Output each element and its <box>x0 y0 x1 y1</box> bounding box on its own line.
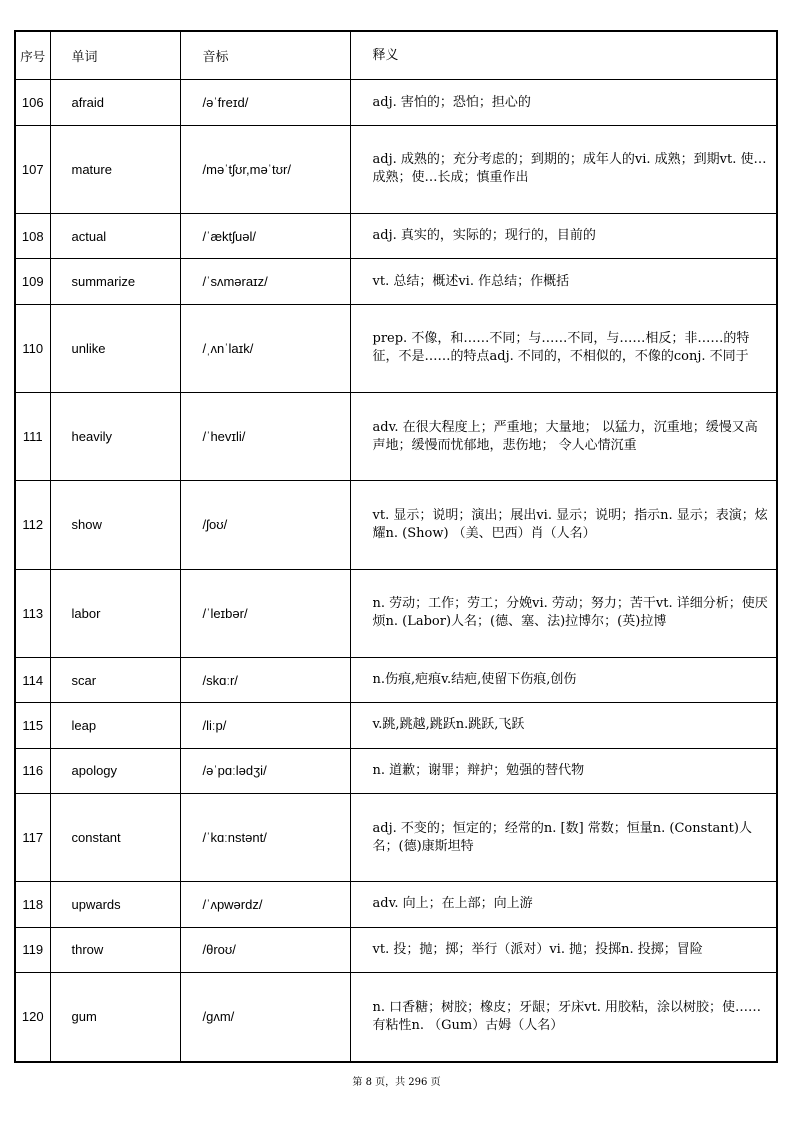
row-num: 106 <box>15 80 50 125</box>
row-definition: adj. 真实的，实际的；现行的，目前的 <box>350 214 777 259</box>
row-word: actual <box>50 214 180 259</box>
row-word: scar <box>50 657 180 702</box>
table-row <box>15 882 777 927</box>
row-definition: prep. 不像，和……不同；与……不同，与……相反；非……的特征，不是……的特点adj. 不同的，不相似的，不像的conj. 不同于 <box>350 304 777 392</box>
row-word: afraid <box>50 80 180 125</box>
row-word: show <box>50 481 180 569</box>
row-word: unlike <box>50 304 180 392</box>
row-definition: adj. 不变的；恒定的；经常的n. [数] 常数；恒量n. (Constant)人名；(德)康斯坦特 <box>350 793 777 881</box>
row-word: gum <box>50 972 180 1062</box>
row-ipa: /skɑːr/ <box>180 657 350 702</box>
header-ipa: 音标 <box>180 31 350 80</box>
row-word: apology <box>50 748 180 793</box>
row-num: 114 <box>15 657 50 702</box>
row-num: 120 <box>15 972 50 1062</box>
row-ipa: /liːp/ <box>180 703 350 748</box>
table-row <box>15 657 777 702</box>
row-definition: adv. 向上；在上部；向上游 <box>350 882 777 927</box>
row-num: 112 <box>15 481 50 569</box>
row-definition: adv. 在很大程度上；严重地；大量地； 以猛力，沉重地；缓慢又高声地；缓慢而忧郁地，悲伤地； 令人心情沉重 <box>350 393 777 481</box>
row-num: 113 <box>15 569 50 657</box>
row-ipa: /əˈpɑːlədʒi/ <box>180 748 350 793</box>
row-num: 111 <box>15 393 50 481</box>
table-row <box>15 793 777 881</box>
row-ipa: /ɡʌm/ <box>180 972 350 1062</box>
row-definition: adj. 成熟的；充分考虑的；到期的；成年人的vi. 成熟；到期vt. 使…成熟；使…长成；慎重作出 <box>350 125 777 213</box>
row-ipa: /ˈsʌməraɪz/ <box>180 259 350 304</box>
row-ipa: /ʃoʊ/ <box>180 481 350 569</box>
row-definition: adj. 害怕的；恐怕；担心的 <box>350 80 777 125</box>
table-row <box>15 393 777 481</box>
row-word: throw <box>50 927 180 972</box>
header-row <box>15 31 777 80</box>
row-num: 115 <box>15 703 50 748</box>
row-word: summarize <box>50 259 180 304</box>
page-footer: 第 8 页，共 296 页 <box>352 1077 441 1088</box>
row-word: mature <box>50 125 180 213</box>
row-ipa: /ˌʌnˈlaɪk/ <box>180 304 350 392</box>
table-row <box>15 214 777 259</box>
table-row <box>15 304 777 392</box>
row-definition: n. 劳动；工作；劳工；分娩vi. 劳动；努力；苦干vt. 详细分析；使厌烦n. (Labor)人名；(德、塞、法)拉博尔；(英)拉博 <box>350 569 777 657</box>
row-num: 116 <box>15 748 50 793</box>
row-definition: n. 口香糖；树胶；橡皮；牙龈；牙床vt. 用胶粘，涂以树胶；使……有粘性n. （Gum）古姆（人名） <box>350 972 777 1062</box>
vocabulary-table <box>14 30 778 1063</box>
row-word: labor <box>50 569 180 657</box>
table-row <box>15 259 777 304</box>
row-num: 110 <box>15 304 50 392</box>
table-row <box>15 972 777 1062</box>
row-num: 108 <box>15 214 50 259</box>
header-num: 序号 <box>15 31 50 80</box>
row-ipa: /ˈæktʃuəl/ <box>180 214 350 259</box>
row-ipa: /ˈkɑːnstənt/ <box>180 793 350 881</box>
row-word: constant <box>50 793 180 881</box>
row-ipa: /ˈhevɪli/ <box>180 393 350 481</box>
row-definition: vt. 总结；概述vi. 作总结；作概括 <box>350 259 777 304</box>
header-word: 单词 <box>50 31 180 80</box>
row-ipa: /ˈleɪbər/ <box>180 569 350 657</box>
row-word: upwards <box>50 882 180 927</box>
row-ipa: /əˈfreɪd/ <box>180 80 350 125</box>
row-definition: vt. 显示；说明；演出；展出vi. 显示；说明；指示n. 显示；表演；炫耀n. (Show) （美、巴西）肖（人名） <box>350 481 777 569</box>
row-num: 109 <box>15 259 50 304</box>
row-definition: vt. 投；抛；掷；举行（派对）vi. 抛；投掷n. 投掷；冒险 <box>350 927 777 972</box>
vocabulary-table-body <box>15 31 777 1062</box>
table-row <box>15 569 777 657</box>
row-ipa: /ˈʌpwərdz/ <box>180 882 350 927</box>
row-definition: v.跳,跳越,跳跃n.跳跃,飞跃 <box>350 703 777 748</box>
header-definition: 释义 <box>350 31 777 80</box>
row-ipa: /θroʊ/ <box>180 927 350 972</box>
table-row <box>15 748 777 793</box>
row-num: 118 <box>15 882 50 927</box>
row-num: 117 <box>15 793 50 881</box>
row-num: 119 <box>15 927 50 972</box>
row-num: 107 <box>15 125 50 213</box>
table-row <box>15 481 777 569</box>
row-ipa: /məˈtʃʊr,məˈtʊr/ <box>180 125 350 213</box>
table-row <box>15 80 777 125</box>
table-row <box>15 927 777 972</box>
row-definition: n. 道歉；谢罪；辩护；勉强的替代物 <box>350 748 777 793</box>
table-row <box>15 703 777 748</box>
table-row <box>15 125 777 213</box>
row-word: leap <box>50 703 180 748</box>
row-definition: n.伤痕,疤痕v.结疤,使留下伤痕,创伤 <box>350 657 777 702</box>
row-word: heavily <box>50 393 180 481</box>
